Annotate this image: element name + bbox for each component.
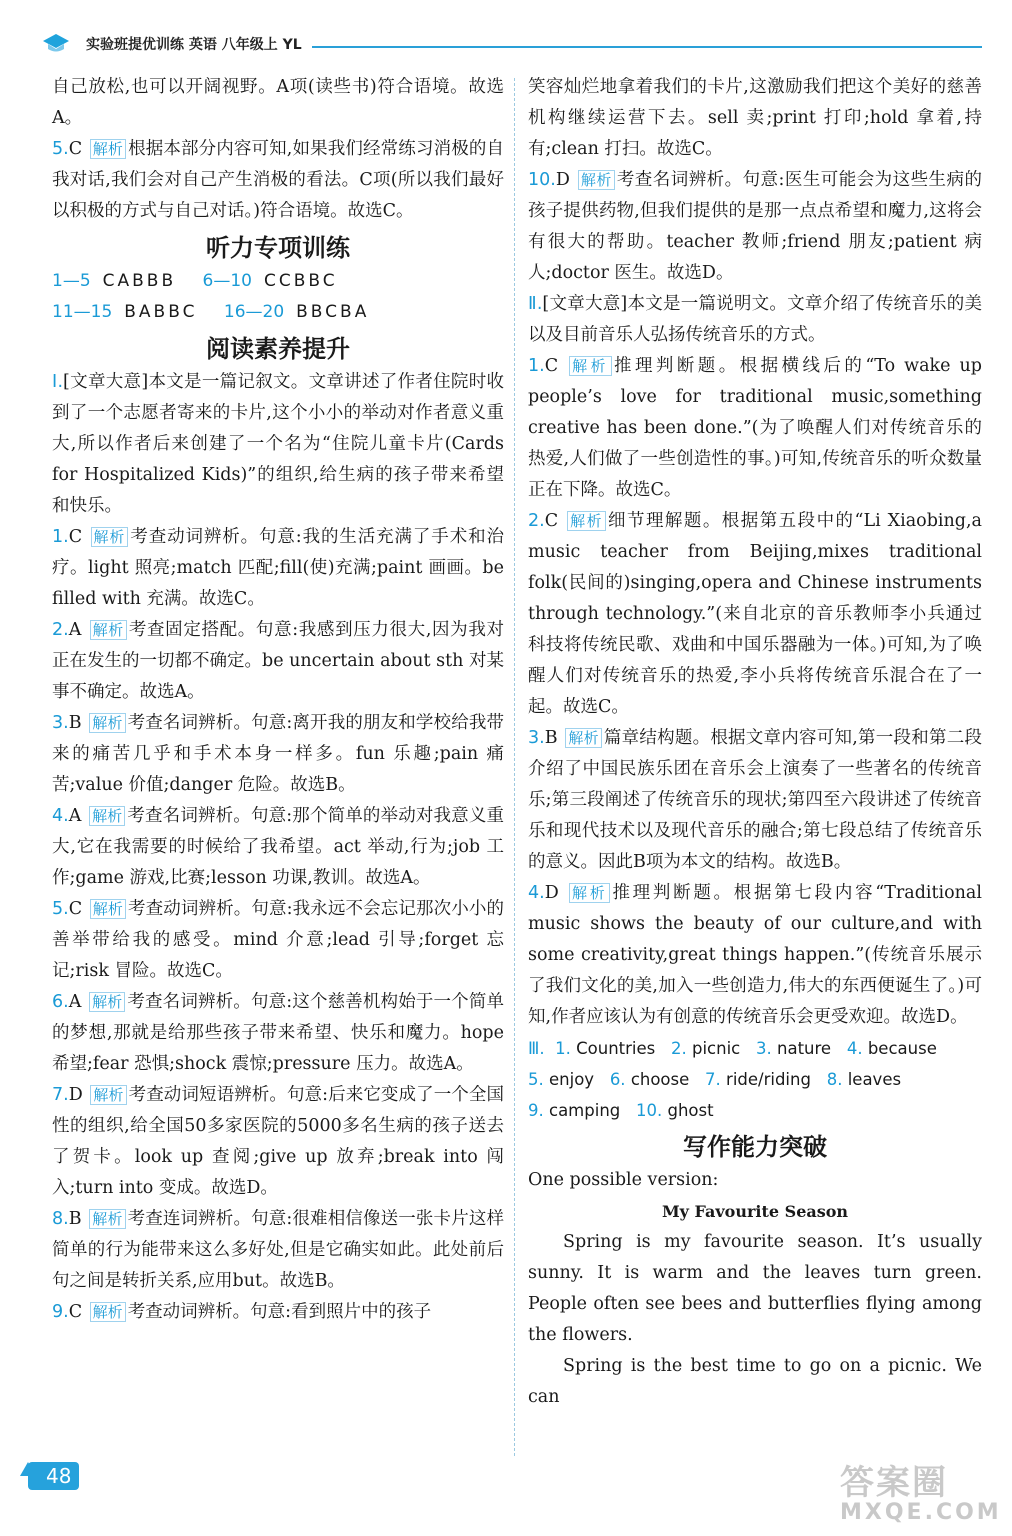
section-title-reading: 阅读素养提升 (206, 335, 350, 363)
analysis-tag: 解析 (90, 620, 127, 640)
answer-item: 10.D 解析 考查名词辨析。句意:医生可能会为这些生病的孩子提供药物,但我们提供的是那一点点希望和魔力,这将会有很大的帮助。teacher 教师;friend 朋友;patient 病人;doctor 医生。故选D。 (528, 170, 982, 283)
section-title-writing: 写作能力突破 (683, 1133, 827, 1161)
answer-item: 2.C 解析 细节理解题。根据第五段中的“Li Xiaobing,a music teacher from Beijing,mixes traditional folk(民间的)singing,opera and Chinese instruments through technology.”(来自北京的音乐教师李小兵通过科技将传统民歌、戏曲和中国乐器融为一体。)可知,为了唤醒人们对传统音乐的热爱,李小兵将传统音乐混合在了一起。故选C。 (528, 511, 982, 717)
continued-paragraph: 自己放松,也可以开阔视野。A项(读些书)符合语境。故选A。 (52, 77, 504, 128)
word-fill-answers: Ⅲ. 1. Countries 2. picnic 3. nature 4. because 5. enjoy 6. choose 7. ride/riding 8. leaves 9. camping 10. ghost (528, 1039, 937, 1120)
header-title: 实验班提优训练 英语 八年级上 YL (86, 37, 302, 53)
essay-paragraph: Spring is the best time to go on a picnic. We can (528, 1356, 982, 1407)
analysis-tag: 解析 (90, 899, 126, 919)
continued-paragraph: 笑容灿烂地拿着我们的卡片,这激励我们把这个美好的慈善机构继续运营下去。sell 卖;print 打印;hold 拿着,持有;clean 打扫。故选C。 (528, 77, 982, 159)
column-divider (514, 78, 515, 1456)
answer-item: 4.D 解析 推理判断题。根据第七段内容“Traditional music shows the beauty of our culture,and with some creativity,great things happen.”(传统音乐展示了我们文化的美,加入一些创造力,伟大的东西便诞生了。)可知,作者应该认为有创意的传统音乐会更受欢迎。故选D。 (528, 883, 982, 1027)
article-summary: Ⅰ.[文章大意]本文是一篇记叙文。文章讲述了作者住院时收到了一个志愿者寄来的卡片,这个小小的举动对作者意义重大,所以作者后来创建了一个名为“住院儿童卡片(Cards for Hospitalized Kids)”的组织,给生病的孩子带来希望和快乐。 (52, 372, 505, 516)
watermark: 答案圈 MXQE.COM (840, 1463, 1002, 1525)
answer-item: 7.D 解析 考查动词短语辨析。句意:后来它变成了一个全国性的组织,给全国50多家医院的5000多名生病的孩子送去了贺卡。look up 查阅;give up 放弃;break into 闯入;turn into 变成。故选D。 (52, 1085, 504, 1198)
analysis-tag: 解析 (565, 728, 601, 748)
listening-answers-row: 11—15 BABBC 16—20 BBCBA (52, 302, 370, 322)
analysis-tag: 解析 (89, 713, 125, 733)
answer-item: 2.A 解析 考查固定搭配。句意:我感到压力很大,因为我对正在发生的一切都不确定。be uncertain about sth 对某事不确定。故选A。 (52, 620, 504, 702)
analysis-tag: 解析 (90, 1085, 126, 1105)
answer-item: 1.C 解析 推理判断题。根据横线后的“To wake up people’s love for traditional music,something creative has been done.”(为了唤醒人们对传统音乐的热爱,人们做了一些创造性的事。)可知,传统音乐的听众数量正在下降。故选C。 (528, 356, 982, 500)
analysis-tag: 解析 (90, 139, 126, 159)
answer-item: 8.B 解析 考查连词辨析。句意:很难相信像送一张卡片这样简单的行为能带来这么多好处,但是它确实如此。此处前后句之间是转折关系,应用but。故选B。 (52, 1209, 504, 1291)
left-column (52, 72, 504, 1328)
essay-title: My Favourite Season (661, 1202, 849, 1221)
answer-item: 9.C 解析 考查动词辨析。句意:看到照片中的孩子 (52, 1302, 432, 1322)
answer-item: 4.A 解析 考查名词辨析。句意:那个简单的举动对我意义重大,它在我需要的时候给了我希望。act 举动,行为;job 工作;game 游戏,比赛;lesson 功课,教训。故选A。 (52, 806, 504, 888)
analysis-tag: 解析 (567, 511, 606, 531)
analysis-tag: 解析 (91, 527, 129, 547)
answer-item: 5.C 解析 根据本部分内容可知,如果我们经常练习消极的自我对话,我们会对自己产生消极的看法。C项(所以我们最好以积极的方式与自己对话。)符合语境。故选C。 (52, 139, 504, 221)
book-logo-icon (42, 32, 70, 54)
analysis-tag: 解析 (569, 356, 612, 376)
answer-item: 5.C 解析 考查动词辨析。句意:我永远不会忘记那次小小的善举带给我的感受。mind 介意;lead 引导;forget 忘记;risk 冒险。故选C。 (52, 899, 504, 981)
answer-item: 6.A 解析 考查名词辨析。句意:这个慈善机构始于一个简单的梦想,那就是给那些孩子带来希望、快乐和魔力。hope 希望;fear 恐惧;shock 震惊;pressure 压力。故选A。 (52, 992, 504, 1074)
page-number: 48 (28, 1462, 79, 1490)
essay-paragraph: Spring is my favourite season. It’s usually sunny. It is warm and the leaves turn green. People often see bees and butterflies flying among the flowers. (528, 1232, 982, 1345)
answer-item: 1.C 解析 考查动词辨析。句意:我的生活充满了手术和治疗。light 照亮;match 匹配;fill(使)充满;paint 画画。be filled with 充满。故选C。 (52, 527, 504, 609)
one-possible-version: One possible version: (528, 1170, 719, 1190)
analysis-tag: 解析 (89, 806, 125, 826)
answer-item: 3.B 解析 考查名词辨析。句意:离开我的朋友和学校给我带来的痛苦几乎和手术本身一样多。fun 乐趣;pain 痛苦;value 价值;danger 危险。故选B。 (52, 713, 504, 795)
analysis-tag: 解析 (89, 1209, 125, 1229)
header-rule (312, 46, 982, 48)
article-summary: Ⅱ.[文章大意]本文是一篇说明文。文章介绍了传统音乐的美以及目前音乐人弘扬传统音乐的方式。 (528, 294, 982, 345)
analysis-tag: 解析 (89, 992, 125, 1012)
page-header (42, 30, 982, 60)
listening-answers-row: 1—5 CABBB 6—10 CCBBC (52, 271, 338, 291)
analysis-tag: 解析 (569, 883, 610, 903)
analysis-tag: 解析 (578, 170, 615, 190)
analysis-tag: 解析 (90, 1302, 126, 1322)
right-column (528, 72, 982, 1413)
section-title-listening: 听力专项训练 (206, 234, 350, 262)
answer-item: 3.B 解析 篇章结构题。根据文章内容可知,第一段和第二段介绍了中国民族乐团在音乐会上演奏了一些著名的传统音乐;第三段阐述了传统音乐的现状;第四至六段讲述了传统音乐和现代技术以及现代音乐的融合;第七段总结了传统音乐的意义。因此B项为本文的结构。故选B。 (528, 728, 982, 872)
